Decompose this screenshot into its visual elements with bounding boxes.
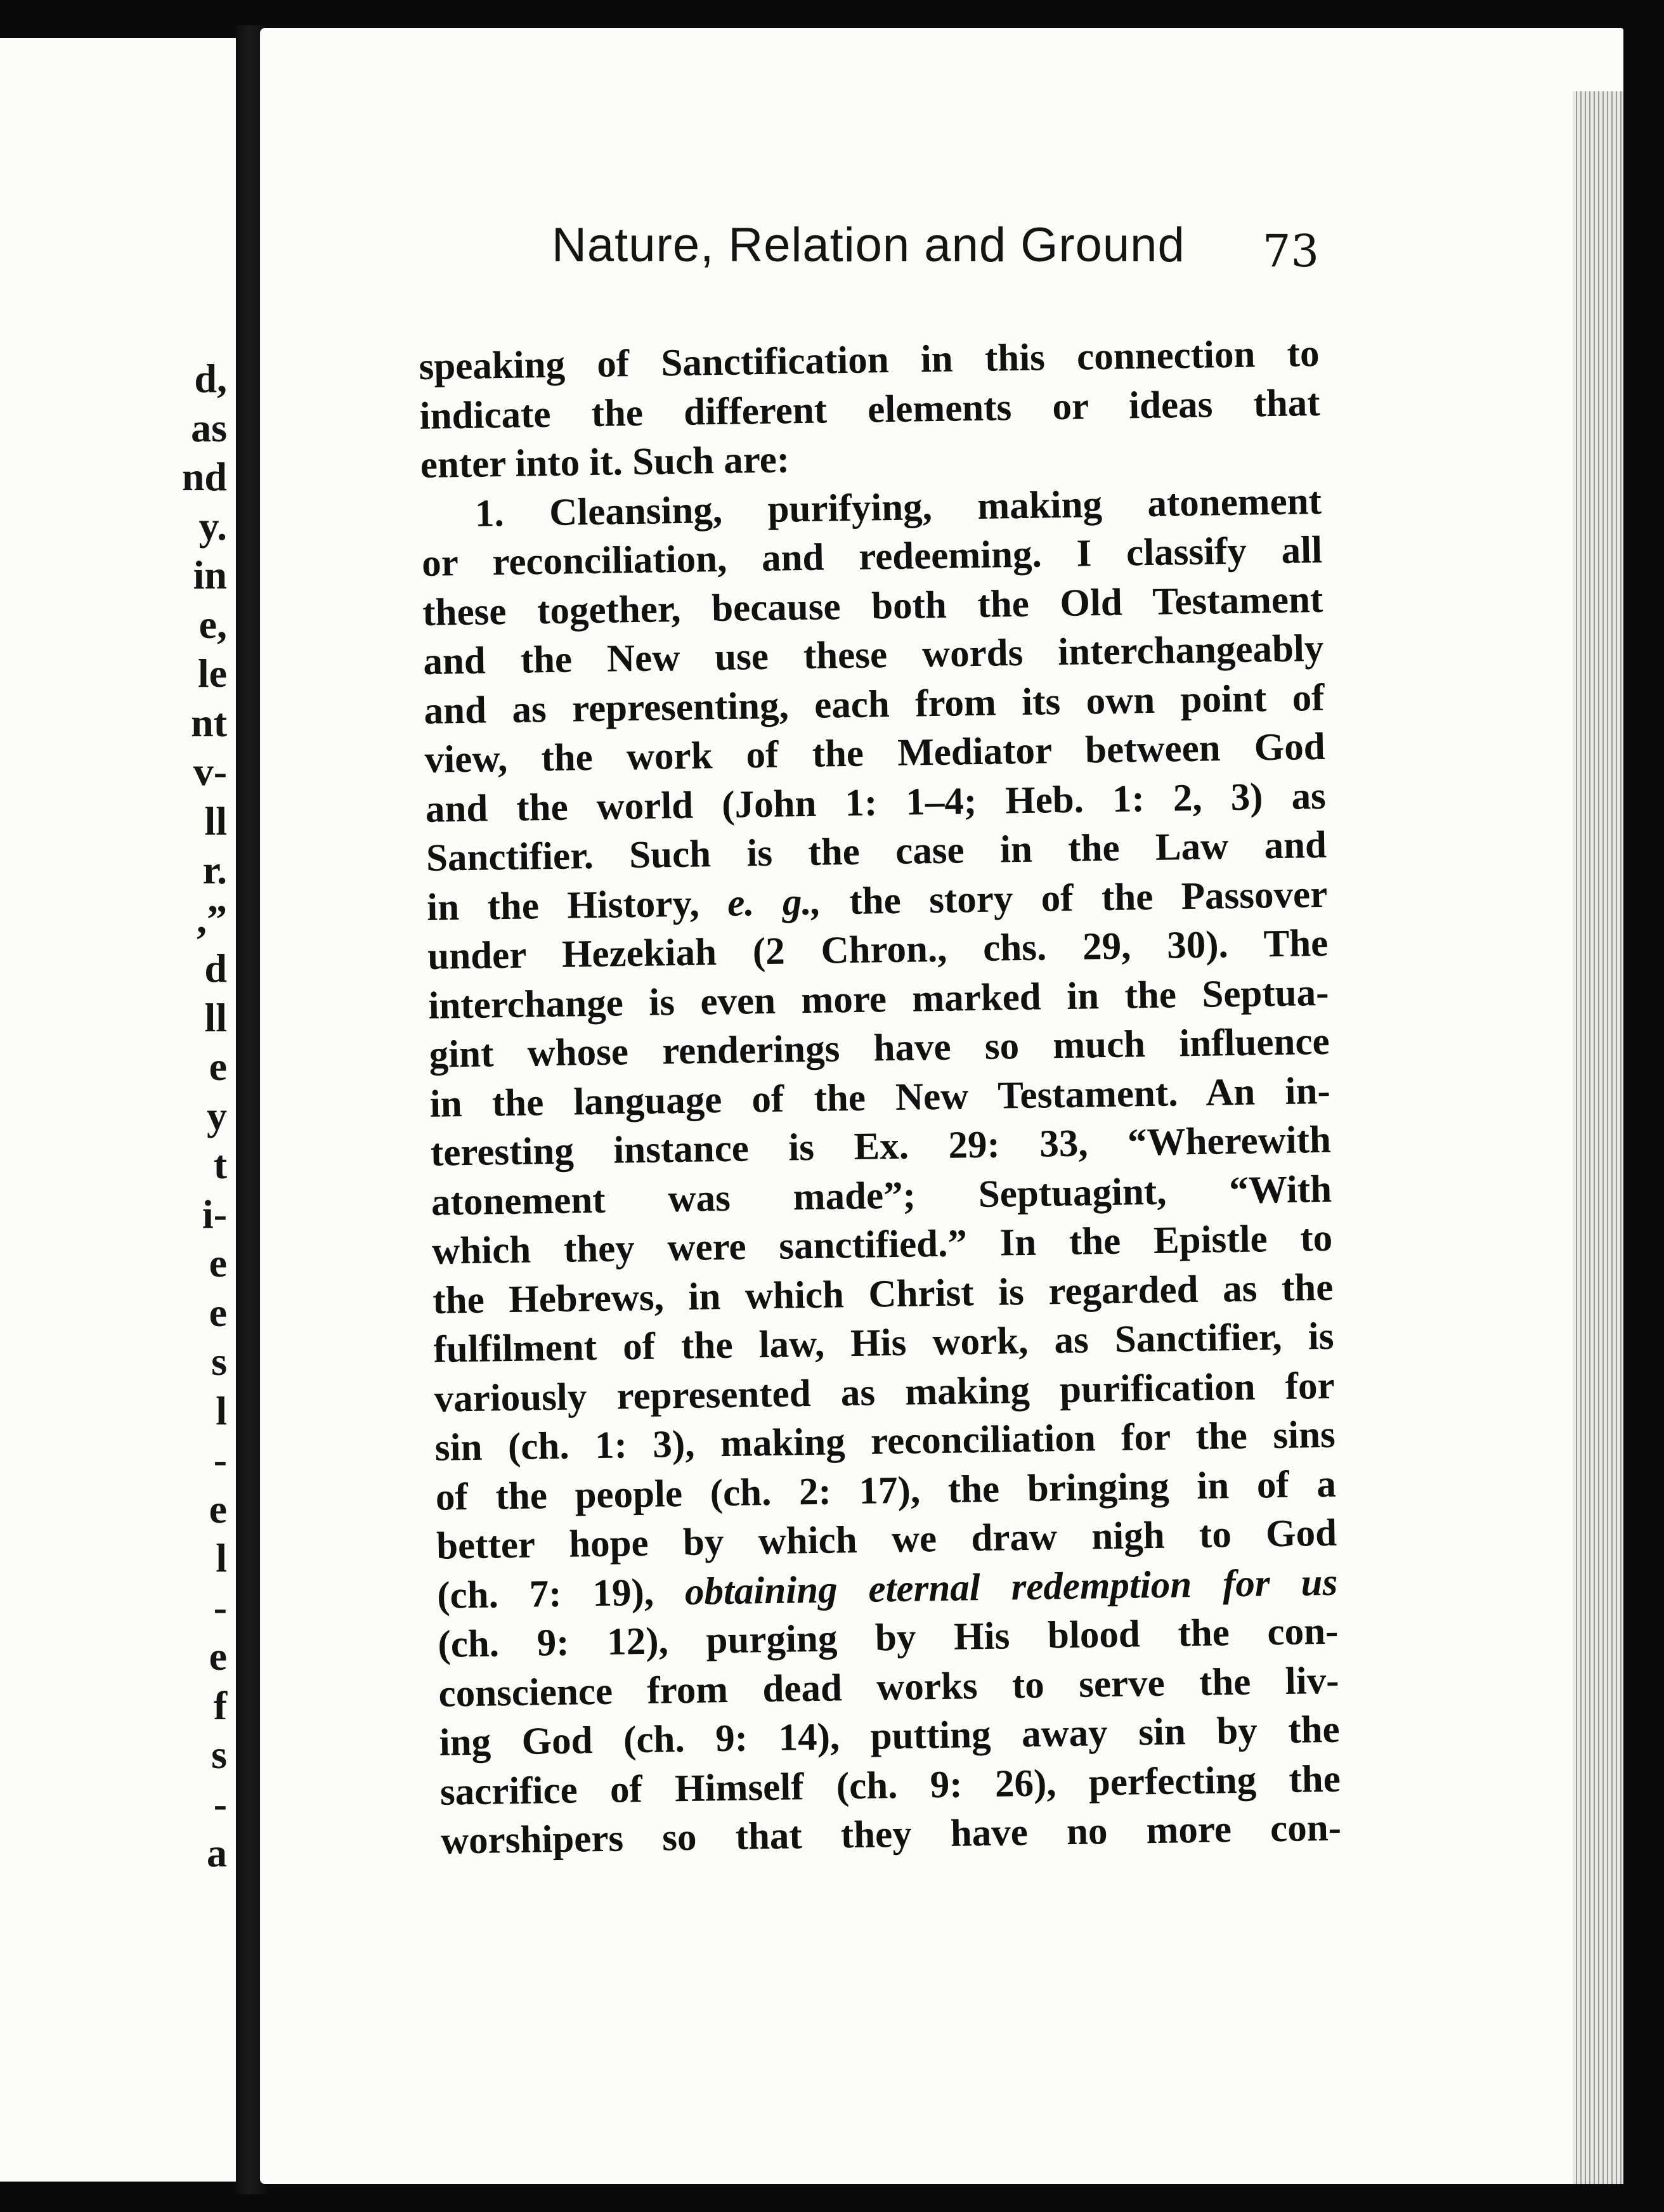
facing-page-fragment: t	[213, 1142, 227, 1187]
facing-page-fragment: ,”	[197, 896, 227, 942]
text-line: gint whose renderings have so much influence	[429, 1020, 1330, 1076]
text-segment: in the History,	[426, 882, 700, 929]
running-head	[292, 206, 1332, 289]
facing-page-fragment: ll	[204, 994, 227, 1040]
text-line: or reconciliation, and redeeming. I classify all	[421, 528, 1323, 585]
facing-page-fragment: as	[191, 405, 227, 450]
text-line: worshipers so that they have no more con-	[440, 1806, 1342, 1863]
text-line: these together, because both the Old Testament	[422, 578, 1323, 634]
facing-page-fragment: s	[211, 1339, 227, 1384]
facing-page-text-fragments	[182, 354, 227, 1878]
facing-page-fragment: d	[204, 946, 227, 991]
text-line: of the people (ch. 2: 17), the bringing in of a	[435, 1462, 1337, 1519]
facing-page-fragment: e	[209, 1634, 227, 1679]
text-line: better hope by which we draw nigh to God	[436, 1511, 1337, 1568]
italic-abbreviation: e. g.,	[727, 880, 822, 925]
facing-page-fragment: -	[213, 1584, 227, 1630]
text-line: Sanctifier. Such is the case in the Law and	[426, 823, 1327, 880]
text-line: which they were sanctified.” In the Epistle to	[431, 1216, 1333, 1273]
italic-phrase: obtaining eternal redemption for us	[684, 1561, 1338, 1613]
facing-page-fragment: e	[209, 1044, 227, 1089]
facing-page-fragment: -	[213, 1781, 227, 1826]
facing-page-fragment: nd	[181, 454, 227, 499]
facing-page-fragment: d,	[194, 356, 227, 401]
text-line: variously represented as making purification for	[434, 1364, 1336, 1421]
facing-page-fragment: l	[216, 1535, 227, 1580]
body-text	[419, 329, 1341, 1866]
facing-page-fragment: a	[207, 1830, 227, 1875]
facing-page-fragment: e	[209, 1289, 227, 1335]
text-line: atonement was made”; Septuagint, “With	[431, 1168, 1332, 1224]
text-segment: the story of the Passover	[848, 873, 1328, 923]
facing-page-fragment: nt	[191, 699, 227, 745]
text-line: view, the work of the Mediator between God	[424, 725, 1326, 781]
facing-page-fragment: r.	[202, 847, 227, 892]
facing-page-fragment: ll	[204, 798, 227, 843]
facing-page-fragment: s	[211, 1732, 227, 1777]
text-line: indicate the different elements or ideas that	[419, 381, 1321, 438]
text-line: speaking of Sanctification in this connection to	[419, 332, 1320, 388]
facing-page-fragment: in	[193, 552, 227, 597]
facing-page-fragment: f	[213, 1682, 227, 1728]
text-line: sacrifice of Himself (ch. 9: 26), perfecting the	[439, 1757, 1341, 1814]
text-line: and as representing, each from its own point of	[424, 676, 1325, 732]
text-line: sin (ch. 1: 3), making reconciliation for the sins	[434, 1413, 1336, 1469]
running-title: Nature, Relation and Ground	[552, 218, 1185, 272]
text-line: enter into it. Such are:	[420, 438, 790, 486]
text-line: under Hezekiah (2 Chron., chs. 29, 30). The	[427, 921, 1329, 978]
text-line: 1. Cleansing, purifying, making atonement	[474, 479, 1322, 535]
text-line: interchange is even more marked in the Septua-	[428, 971, 1329, 1027]
facing-page-left	[0, 38, 236, 2182]
text-line: fulfilment of the law, His work, as Sanctifier, is	[433, 1315, 1334, 1371]
facing-page-fragment: -	[213, 1437, 227, 1482]
facing-page-fragment: y	[207, 1093, 227, 1138]
text-line: conscience from dead works to serve the liv-	[438, 1659, 1339, 1715]
page-number: 73	[1262, 225, 1319, 277]
facing-page-fragment: e	[209, 1240, 227, 1285]
facing-page-fragment: e	[209, 1486, 227, 1532]
facing-page-fragment: i-	[202, 1191, 227, 1237]
facing-page-fragment: l	[216, 1388, 227, 1433]
text-line: in the language of the New Testament. An in-	[429, 1069, 1331, 1126]
facing-page-fragment: e,	[198, 601, 227, 647]
facing-page-fragment: le	[197, 651, 227, 696]
text-line: ing God (ch. 9: 14), putting away sin by the	[439, 1708, 1341, 1764]
text-line: and the New use these words interchangeably	[422, 627, 1324, 683]
text-line: (ch. 9: 12), purging by His blood the con-	[437, 1610, 1339, 1666]
text-line: and the world (John 1: 1–4; Heb. 1: 2, 3) as	[425, 774, 1327, 831]
text-line: the Hebrews, in which Christ is regarded as the	[432, 1266, 1334, 1322]
text-segment: (ch. 7: 19),	[436, 1571, 654, 1617]
text-line: teresting instance is Ex. 29: 33, “Wherewith	[430, 1118, 1332, 1174]
facing-page-fragment: v-	[193, 749, 227, 794]
facing-page-fragment: y.	[198, 503, 227, 549]
page-stack-edge	[1573, 91, 1623, 2184]
